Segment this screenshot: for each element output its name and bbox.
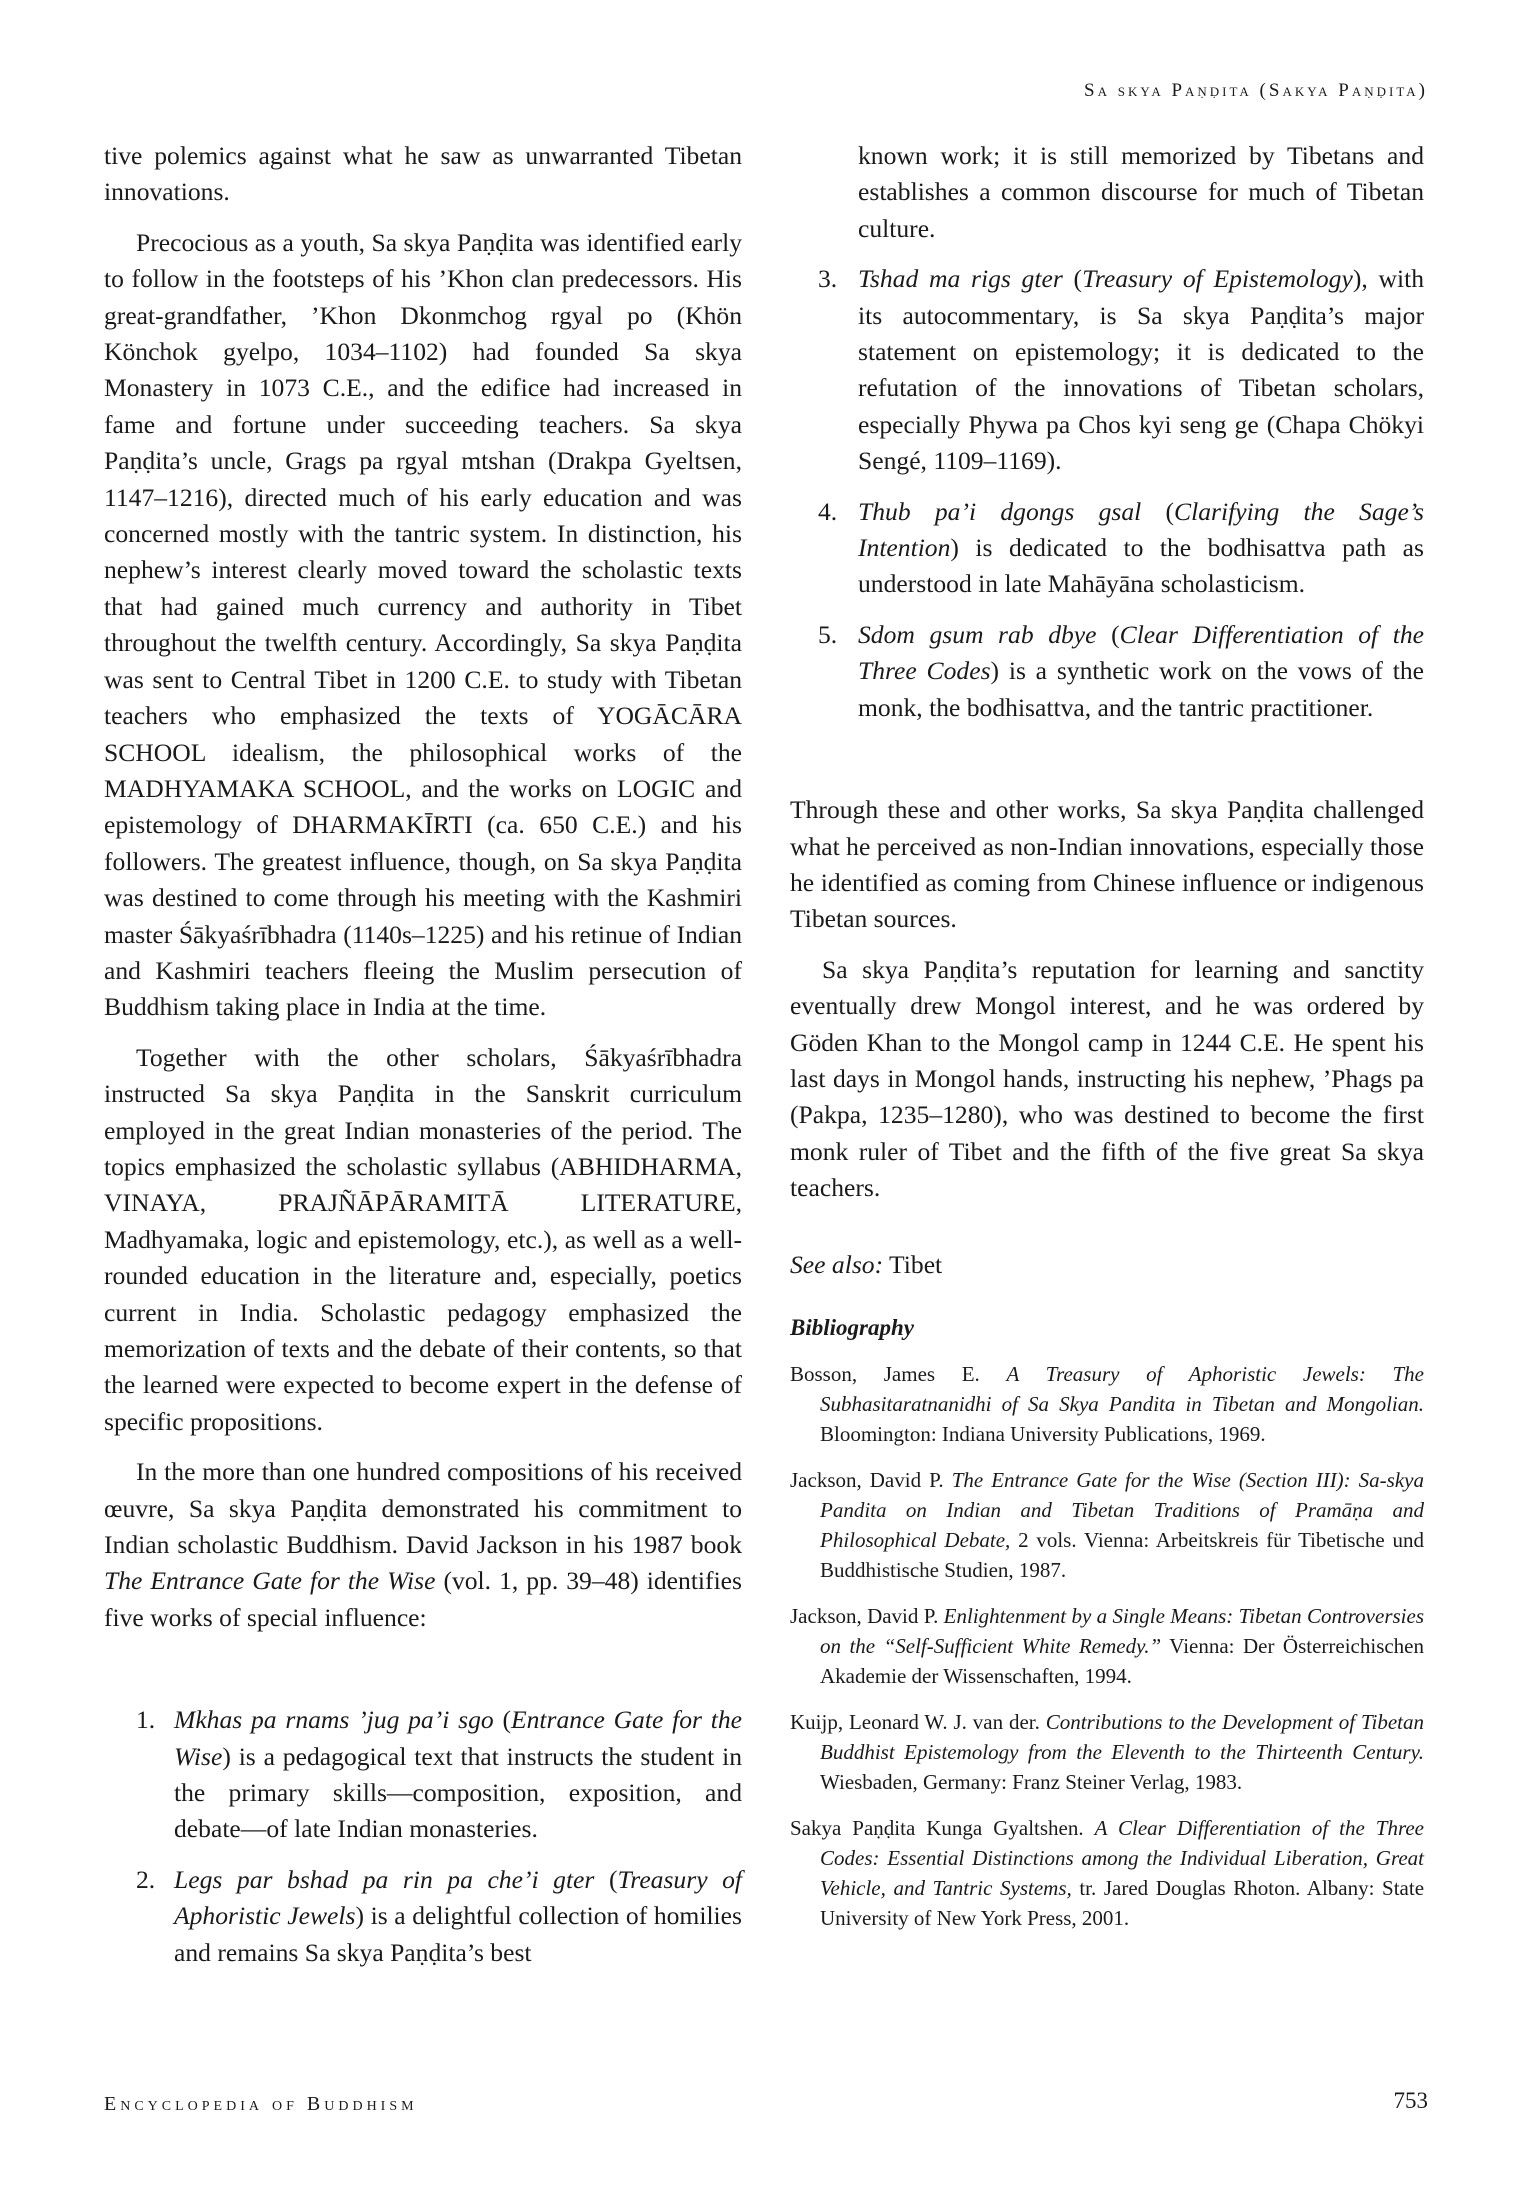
bibliography-heading: Bibliography: [790, 1314, 914, 1340]
footer-book-title: Encyclopedia of Buddhism: [104, 2093, 418, 2115]
see-also-link[interactable]: Tibet: [889, 1249, 943, 1279]
running-head: Sa skya Paṇḍita (Sakya Paṇḍita): [1084, 80, 1428, 101]
list-continuation: known work; it is still memorized by Tibetans and establishes a common discourse for much of Tibetan culture.: [858, 141, 1424, 243]
list-item: 5. Sdom gsum rab dbye (Clear Differentiation of the Three Codes) is a synthetic work on the vows of the monk, the bodhisattva, and the tantric practitioner.: [818, 619, 1424, 722]
bibliography-entry: Jackson, David P. Enlightenment by a Single Means: Tibetan Controversies on the “Self-Sufficient White Remedy.” Vienna: Der Österreichischen Akademie der Wissenschaften, 1994.: [790, 1603, 1425, 1688]
see-also: See also: Tibet: [790, 1249, 943, 1279]
list-item: 3. Tshad ma rigs gter (Treasury of Epistemology), with its autocommentary, is Sa skya Paṇḍita’s major statement on epistemology; it is dedicated to the refutation of the innovations of Tibetan scholars, especially Phywa pa Chos kyi seng ge (Chapa Chökyi Sengé, 1109–1169).: [818, 264, 1425, 476]
works-list: [104, 1702, 742, 1971]
left-column: [104, 138, 742, 1985]
paragraph: tive polemics against what he saw as unwarranted Tibetan innovations.: [104, 141, 742, 207]
paragraph: Sa skya Paṇḍita’s reputation for learning and sanctity eventually drew Mongol interest, and he was ordered by Göden Khan to the Mongol camp in 1244 C.E. He spent his last days in Mongol hands, instructing his nephew, ’Phags pa (Pakpa, 1235–1280), who was destined to become the first monk ruler of Tibet and the fifth of the five great Sa skya teachers.: [790, 954, 1424, 1203]
list-item: 4. Thub pa’i dgongs gsal (Clarifying the Sage’s Intention) is dedicated to the bodhisattva path as understood in late Mahāyāna scholasticism.: [818, 496, 1424, 599]
works-list: [790, 261, 1424, 726]
paragraph: Through these and other works, Sa skya Paṇḍita challenged what he perceived as non-Indian innovations, especially those he identified as coming from Chinese influence or indigenous Tibetan sources.: [790, 795, 1424, 934]
bibliography-entry: Kuijp, Leonard W. J. van der. Contributions to the Development of Tibetan Buddhist Epistemology from the Eleventh to the Thirteenth Century. Wiesbaden, Germany: Franz Steiner Verlag, 1983.: [790, 1709, 1424, 1794]
paragraph: Precocious as a youth, Sa skya Paṇḍita was identified early to follow in the footsteps of his ’Khon clan predecessors. His great-grandfather, ’Khon Dkonmchog rgyal po (Khön Könchok gyelpo, 1034–1102) had founded Sa skya Monastery in 1073 C.E., and the edifice had increased in fame and fortune under succeeding teachers. Sa skya Paṇḍita’s uncle, Grags pa rgyal mtshan (Drakpa Gyeltsen, 1147–1216), directed much of his early education and was concerned mostly with the tantric system. In distinction, his nephew’s interest clearly moved toward the scholastic texts that had gained much currency and authority in Tibet throughout the twelfth century. Accordingly, Sa skya Paṇḍita was sent to Central Tibet in 1200 C.E. to study with Tibetan teachers who emphasized the texts of YOGĀCĀRA SCHOOL idealism, the philosophical works of the MADHYAMAKA SCHOOL, and the works on LOGIC and epistemology of DHARMAKĪRTI (ca. 650 C.E.) and his followers. The greatest influence, though, on Sa skya Paṇḍita was destined to come through his meeting with the Kashmiri master Śākyaśrībhadra (1140s–1225) and his retinue of Indian and Kashmiri teachers fleeing the Muslim persecution of Buddhism taking place in India at the time.: [104, 227, 742, 1022]
page-number: 753: [1393, 2088, 1428, 2113]
bibliography-entry: Sakya Paṇḍita Kunga Gyaltshen. A Clear Differentiation of the Three Codes: Essential Distinctions among the Individual Liberation, Great Vehicle, and Tantric Systems, tr. Jared Douglas Rhoton. Albany: State University of New York Press, 2001.: [790, 1815, 1425, 1930]
right-column: [790, 138, 1424, 1949]
book-title: The Entrance Gate for the Wise: [104, 1566, 436, 1596]
paragraph: In the more than one hundred compositions of his received œuvre, Sa skya Paṇḍita demonstrated his commitment to Indian scholastic Buddhism. David Jackson in his 1987 book The Entrance Gate for the Wise (vol. 1, pp. 39–48) identifies five works of special influence:: [104, 1457, 742, 1632]
bibliography-entry: Jackson, David P. The Entrance Gate for the Wise (Section III): Sa-skya Pandita on Indian and Tibetan Traditions of Pramāṇa and Philosophical Debate, 2 vols. Vienna: Arbeitskreis für Tibetische und Buddhistische Studien, 1987.: [790, 1467, 1424, 1582]
paragraph: Together with the other scholars, Śākyaśrībhadra instructed Sa skya Paṇḍita in the Sanskrit curriculum employed in the great Indian monasteries of the period. The topics emphasized the scholastic syllabus (ABHIDHARMA, VINAYA, PRAJÑĀPĀRAMITĀ LITERATURE, Madhyamaka, logic and epistemology, etc.), as well as a well-rounded education in the literature and, especially, poetics current in India. Scholastic pedagogy emphasized the memorization of texts and the debate of their contents, so that the learned were expected to become expert in the defense of specific propositions.: [104, 1042, 742, 1436]
bibliography-entry: Bosson, James E. A Treasury of Aphoristic Jewels: The Subhasitaratnanidhi of Sa Skya Pandita in Tibetan and Mongolian. Bloomington: Indiana University Publications, 1969.: [790, 1361, 1424, 1446]
list-item: 2. Legs par bshad pa rin pa che’i gter (Treasury of Aphoristic Jewels) is a delightful collection of homilies and remains Sa skya Paṇḍita’s best: [136, 1864, 743, 1967]
list-item: 1. Mkhas pa rnams ’jug pa’i sgo (Entrance Gate for the Wise) is a pedagogical text that instructs the student in the primary skills—composition, exposition, and debate—of late Indian monasteries.: [136, 1705, 742, 1844]
